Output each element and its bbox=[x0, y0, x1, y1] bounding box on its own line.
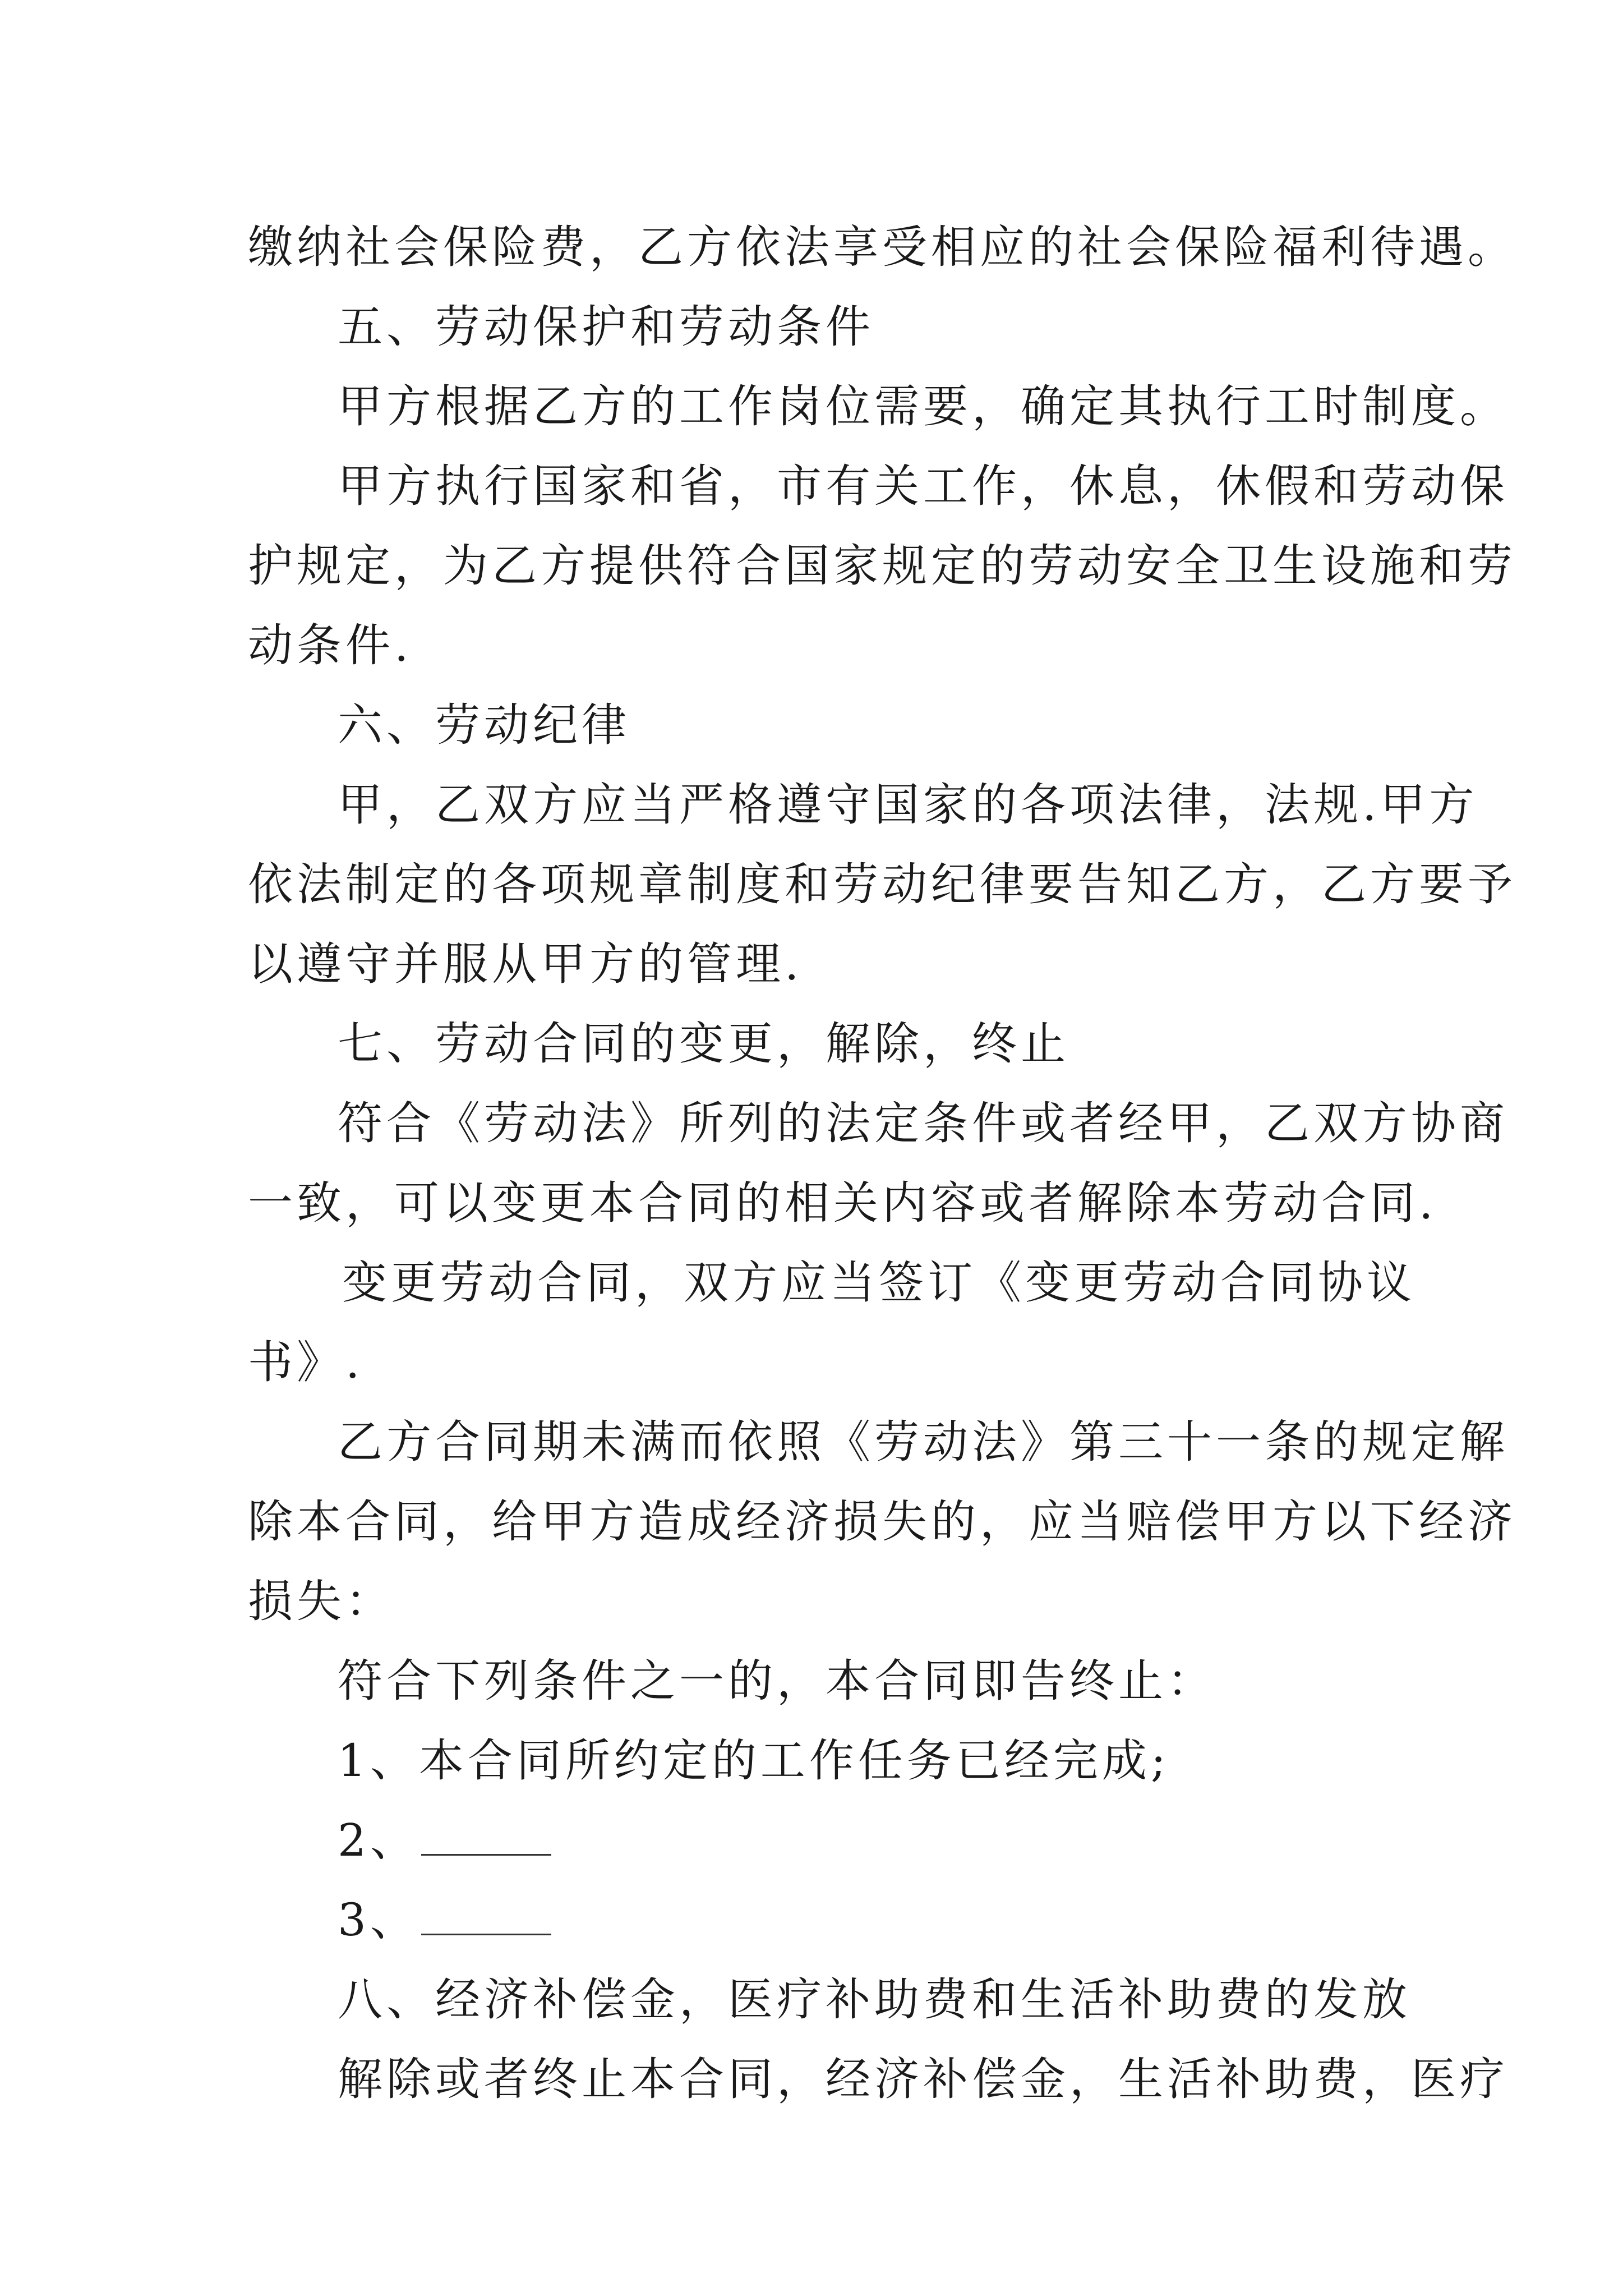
paragraph-line: 解除或者终止本合同，经济补偿金，生活补助费，医疗 bbox=[338, 2053, 1509, 2105]
paragraph-line: 以遵守并服从甲方的管理. bbox=[248, 938, 803, 990]
list-item-number: 2、 bbox=[338, 1814, 419, 1866]
list-item bbox=[248, 1880, 1392, 1960]
list-item: 1、本合同所约定的工作任务已经完成; bbox=[338, 1734, 1170, 1787]
paragraph-line: 缴纳社会保险费，乙方依法享受相应的社会保险福利待遇。 bbox=[248, 221, 1516, 273]
blank-fill-line bbox=[421, 1893, 551, 1935]
paragraph-line: 除本合同，给甲方造成经济损失的，应当赔偿甲方以下经济 bbox=[248, 1496, 1516, 1548]
paragraph-line: 依法制定的各项规章制度和劳动纪律要告知乙方，乙方要予 bbox=[248, 858, 1516, 910]
paragraph-line: 符合《劳动法》所列的法定条件或者经甲，乙双方协商 bbox=[338, 1097, 1509, 1149]
paragraph-line: 甲方根据乙方的工作岗位需要，确定其执行工时制度。 bbox=[338, 380, 1509, 432]
paragraph-line: 变更劳动合同，双方应当签订《变更劳动合同协议 bbox=[342, 1257, 1415, 1309]
section-heading: 五、劳动保护和劳动条件 bbox=[338, 301, 874, 353]
paragraph-line: 甲，乙双方应当严格遵守国家的各项法律，法规.甲方 bbox=[338, 779, 1478, 831]
paragraph-line: 护规定，为乙方提供符合国家规定的劳动安全卫生设施和劳 bbox=[248, 540, 1516, 592]
paragraph-line: 一致，可以变更本合同的相关内容或者解除本劳动合同. bbox=[248, 1177, 1437, 1229]
paragraph-line: 损失： bbox=[248, 1575, 394, 1627]
section-heading: 六、劳动纪律 bbox=[338, 699, 630, 751]
paragraph-line: 乙方合同期未满而依照《劳动法》第三十一条的规定解 bbox=[338, 1416, 1509, 1468]
paragraph-line: 甲方执行国家和省，市有关工作，休息，休假和劳动保 bbox=[338, 460, 1509, 512]
list-item bbox=[248, 1801, 1392, 1880]
blank-fill-line bbox=[421, 1814, 551, 1856]
section-heading: 七、劳动合同的变更，解除，终止 bbox=[338, 1018, 1069, 1070]
paragraph-line: 书》. bbox=[248, 1336, 364, 1388]
section-heading: 八、经济补偿金，医疗补助费和生活补助费的发放 bbox=[338, 1973, 1411, 2026]
paragraph-line: 符合下列条件之一的，本合同即告终止： bbox=[338, 1655, 1216, 1707]
document-body bbox=[248, 208, 1516, 2119]
list-item-number: 3、 bbox=[338, 1894, 419, 1946]
paragraph-line: 动条件. bbox=[248, 619, 413, 671]
